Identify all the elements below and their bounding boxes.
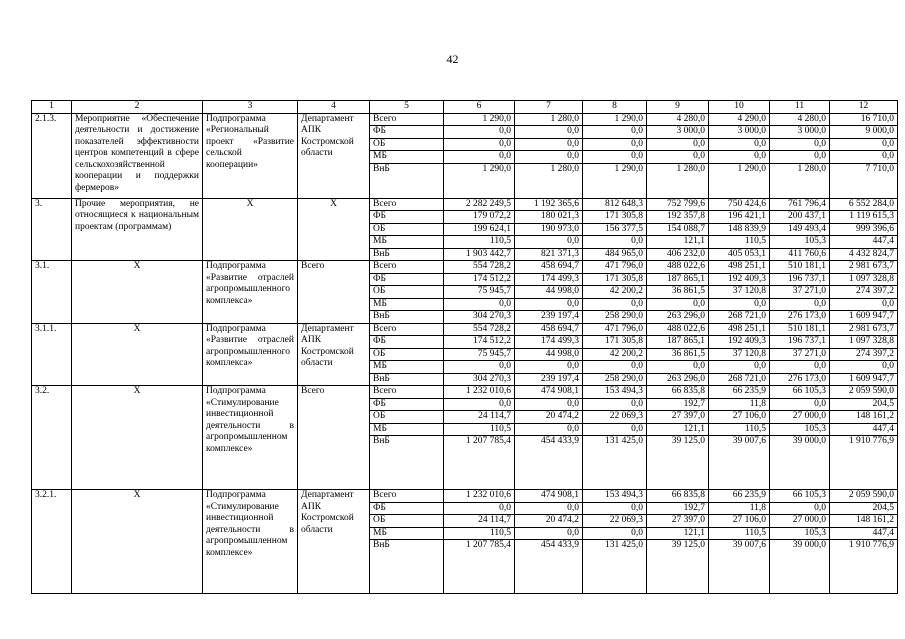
funding-source: МБ bbox=[370, 527, 444, 540]
amount-cell: 239 197,4 bbox=[515, 311, 583, 324]
column-header: 7 bbox=[515, 101, 583, 114]
amount-cell: 0,0 bbox=[515, 126, 583, 139]
amount-cell: 1 290,0 bbox=[444, 163, 515, 198]
row-executor: Департамент АПК Костромской области bbox=[298, 490, 370, 594]
amount-cell: 105,3 bbox=[770, 423, 830, 436]
amount-cell: 36 861,5 bbox=[647, 348, 709, 361]
amount-cell: 1 280,0 bbox=[515, 113, 583, 126]
amount-cell: 1 910 776,9 bbox=[830, 540, 898, 594]
amount-cell: 0,0 bbox=[515, 502, 583, 515]
amount-cell: 196 421,1 bbox=[709, 211, 770, 224]
amount-cell: 1 290,0 bbox=[583, 163, 647, 198]
amount-cell: 1 097 328,8 bbox=[830, 273, 898, 286]
amount-cell: 1 097 328,8 bbox=[830, 336, 898, 349]
amount-cell: 37 271,0 bbox=[770, 348, 830, 361]
row-program: Подпрограмма «Стимулирование инвестиционной деятельности в агропромышленном комплексе» bbox=[203, 490, 298, 594]
funding-source: МБ bbox=[370, 423, 444, 436]
amount-cell: 1 232 010,6 bbox=[444, 386, 515, 399]
amount-cell: 39 000,0 bbox=[770, 540, 830, 594]
funding-source: Всего bbox=[370, 386, 444, 399]
amount-cell: 39 125,0 bbox=[647, 540, 709, 594]
row-executor: Всего bbox=[298, 261, 370, 324]
amount-cell: 1 290,0 bbox=[583, 113, 647, 126]
column-header: 10 bbox=[709, 101, 770, 114]
amount-cell: 405 053,1 bbox=[709, 248, 770, 261]
amount-cell: 171 305,8 bbox=[583, 273, 647, 286]
amount-cell: 148 161,2 bbox=[830, 411, 898, 424]
funding-source: МБ bbox=[370, 298, 444, 311]
amount-cell: 7 710,0 bbox=[830, 163, 898, 198]
amount-cell: 1 609 947,7 bbox=[830, 311, 898, 324]
amount-cell: 258 290,0 bbox=[583, 311, 647, 324]
funding-source: МБ bbox=[370, 236, 444, 249]
amount-cell: 153 494,3 bbox=[583, 386, 647, 399]
amount-cell: 199 624,1 bbox=[444, 223, 515, 236]
amount-cell: 484 965,0 bbox=[583, 248, 647, 261]
row-number: 2.1.3. bbox=[32, 113, 72, 198]
amount-cell: 22 069,3 bbox=[583, 515, 647, 528]
funding-source: ВнБ bbox=[370, 248, 444, 261]
amount-cell: 0,0 bbox=[770, 138, 830, 151]
amount-cell: 105,3 bbox=[770, 527, 830, 540]
amount-cell: 274 397,2 bbox=[830, 348, 898, 361]
funding-source: ВнБ bbox=[370, 436, 444, 490]
funding-source: ВнБ bbox=[370, 163, 444, 198]
amount-cell: 498 251,1 bbox=[709, 323, 770, 336]
amount-cell: 11,8 bbox=[709, 398, 770, 411]
amount-cell: 27 106,0 bbox=[709, 515, 770, 528]
amount-cell: 36 861,5 bbox=[647, 286, 709, 299]
amount-cell: 263 296,0 bbox=[647, 373, 709, 386]
row-number: 3.2. bbox=[32, 386, 72, 490]
amount-cell: 110,5 bbox=[444, 423, 515, 436]
amount-cell: 0,0 bbox=[709, 138, 770, 151]
amount-cell: 0,0 bbox=[583, 398, 647, 411]
row-program: Подпрограмма «Развитие отраслей агропромышленного комплекса» bbox=[203, 323, 298, 386]
amount-cell: 1 232 010,6 bbox=[444, 490, 515, 503]
amount-cell: 192,7 bbox=[647, 398, 709, 411]
amount-cell: 121,1 bbox=[647, 236, 709, 249]
amount-cell: 187 865,1 bbox=[647, 336, 709, 349]
amount-cell: 0,0 bbox=[830, 361, 898, 374]
amount-cell: 0,0 bbox=[583, 138, 647, 151]
amount-cell: 510 181,1 bbox=[770, 323, 830, 336]
amount-cell: 1 280,0 bbox=[770, 163, 830, 198]
funding-source: МБ bbox=[370, 151, 444, 164]
amount-cell: 196 737,1 bbox=[770, 336, 830, 349]
amount-cell: 66 835,8 bbox=[647, 490, 709, 503]
amount-cell: 447,4 bbox=[830, 236, 898, 249]
amount-cell: 153 494,3 bbox=[583, 490, 647, 503]
table-row bbox=[32, 113, 898, 126]
amount-cell: 148 839,9 bbox=[709, 223, 770, 236]
amount-cell: 42 200,2 bbox=[583, 348, 647, 361]
funding-source: ОБ bbox=[370, 348, 444, 361]
amount-cell: 110,5 bbox=[709, 423, 770, 436]
amount-cell: 752 799,6 bbox=[647, 198, 709, 211]
funding-source: ФБ bbox=[370, 126, 444, 139]
amount-cell: 1 280,0 bbox=[515, 163, 583, 198]
amount-cell: 0,0 bbox=[770, 502, 830, 515]
funding-source: ФБ bbox=[370, 211, 444, 224]
amount-cell: 66 105,3 bbox=[770, 386, 830, 399]
amount-cell: 2 981 673,7 bbox=[830, 261, 898, 274]
amount-cell: 156 377,5 bbox=[583, 223, 647, 236]
amount-cell: 174 512,2 bbox=[444, 336, 515, 349]
amount-cell: 0,0 bbox=[583, 151, 647, 164]
amount-cell: 0,0 bbox=[444, 298, 515, 311]
funding-source: ОБ bbox=[370, 223, 444, 236]
amount-cell: 1 192 365,6 bbox=[515, 198, 583, 211]
amount-cell: 0,0 bbox=[515, 151, 583, 164]
amount-cell: 0,0 bbox=[583, 126, 647, 139]
amount-cell: 458 694,7 bbox=[515, 261, 583, 274]
amount-cell: 174 512,2 bbox=[444, 273, 515, 286]
amount-cell: 812 648,3 bbox=[583, 198, 647, 211]
amount-cell: 0,0 bbox=[830, 298, 898, 311]
amount-cell: 488 022,6 bbox=[647, 261, 709, 274]
amount-cell: 1 207 785,4 bbox=[444, 540, 515, 594]
amount-cell: 304 270,3 bbox=[444, 373, 515, 386]
row-number: 3. bbox=[32, 198, 72, 261]
amount-cell: 0,0 bbox=[515, 361, 583, 374]
amount-cell: 0,0 bbox=[515, 527, 583, 540]
amount-cell: 498 251,1 bbox=[709, 261, 770, 274]
amount-cell: 2 059 590,0 bbox=[830, 386, 898, 399]
amount-cell: 27 397,0 bbox=[647, 515, 709, 528]
amount-cell: 37 120,8 bbox=[709, 348, 770, 361]
amount-cell: 110,5 bbox=[444, 527, 515, 540]
amount-cell: 187 865,1 bbox=[647, 273, 709, 286]
amount-cell: 44 998,0 bbox=[515, 286, 583, 299]
amount-cell: 0,0 bbox=[583, 236, 647, 249]
amount-cell: 27 000,0 bbox=[770, 411, 830, 424]
row-description: Прочие мероприятия, не относящиеся к национальным проектам (программам) bbox=[72, 198, 203, 261]
amount-cell: 110,5 bbox=[444, 236, 515, 249]
amount-cell: 0,0 bbox=[444, 151, 515, 164]
amount-cell: 121,1 bbox=[647, 527, 709, 540]
row-number: 3.2.1. bbox=[32, 490, 72, 594]
amount-cell: 406 232,0 bbox=[647, 248, 709, 261]
row-program: Х bbox=[203, 198, 298, 261]
amount-cell: 66 105,3 bbox=[770, 490, 830, 503]
amount-cell: 196 737,1 bbox=[770, 273, 830, 286]
amount-cell: 1 609 947,7 bbox=[830, 373, 898, 386]
amount-cell: 11,8 bbox=[709, 502, 770, 515]
amount-cell: 554 728,2 bbox=[444, 323, 515, 336]
amount-cell: 0,0 bbox=[515, 138, 583, 151]
amount-cell: 454 433,9 bbox=[515, 436, 583, 490]
amount-cell: 192 409,3 bbox=[709, 273, 770, 286]
amount-cell: 0,0 bbox=[583, 361, 647, 374]
row-executor: Всего bbox=[298, 386, 370, 490]
amount-cell: 0,0 bbox=[515, 423, 583, 436]
amount-cell: 0,0 bbox=[709, 151, 770, 164]
amount-cell: 4 280,0 bbox=[647, 113, 709, 126]
amount-cell: 6 552 284,0 bbox=[830, 198, 898, 211]
column-header: 9 bbox=[647, 101, 709, 114]
amount-cell: 110,5 bbox=[709, 236, 770, 249]
amount-cell: 0,0 bbox=[647, 138, 709, 151]
column-header: 6 bbox=[444, 101, 515, 114]
amount-cell: 131 425,0 bbox=[583, 436, 647, 490]
amount-cell: 39 007,6 bbox=[709, 436, 770, 490]
row-program: Подпрограмма «Стимулирование инвестиционной деятельности в агропромышленном комплексе» bbox=[203, 386, 298, 490]
amount-cell: 0,0 bbox=[770, 298, 830, 311]
amount-cell: 268 721,0 bbox=[709, 311, 770, 324]
row-description: Х bbox=[72, 386, 203, 490]
amount-cell: 75 945,7 bbox=[444, 348, 515, 361]
row-description: Х bbox=[72, 490, 203, 594]
row-number: 3.1. bbox=[32, 261, 72, 324]
funding-source: Всего bbox=[370, 198, 444, 211]
amount-cell: 268 721,0 bbox=[709, 373, 770, 386]
amount-cell: 190 973,0 bbox=[515, 223, 583, 236]
amount-cell: 192 409,3 bbox=[709, 336, 770, 349]
amount-cell: 0,0 bbox=[444, 126, 515, 139]
amount-cell: 179 072,2 bbox=[444, 211, 515, 224]
column-header: 1 bbox=[32, 101, 72, 114]
amount-cell: 0,0 bbox=[830, 138, 898, 151]
header-row bbox=[32, 101, 898, 114]
amount-cell: 1 910 776,9 bbox=[830, 436, 898, 490]
amount-cell: 66 835,8 bbox=[647, 386, 709, 399]
funding-source: Всего bbox=[370, 113, 444, 126]
amount-cell: 148 161,2 bbox=[830, 515, 898, 528]
amount-cell: 0,0 bbox=[647, 298, 709, 311]
funding-source: ВнБ bbox=[370, 373, 444, 386]
amount-cell: 4 280,0 bbox=[770, 113, 830, 126]
amount-cell: 1 207 785,4 bbox=[444, 436, 515, 490]
amount-cell: 20 474,2 bbox=[515, 515, 583, 528]
amount-cell: 0,0 bbox=[444, 502, 515, 515]
amount-cell: 458 694,7 bbox=[515, 323, 583, 336]
amount-cell: 154 088,7 bbox=[647, 223, 709, 236]
funding-source: ВнБ bbox=[370, 311, 444, 324]
amount-cell: 37 271,0 bbox=[770, 286, 830, 299]
amount-cell: 447,4 bbox=[830, 423, 898, 436]
funding-source: Всего bbox=[370, 323, 444, 336]
amount-cell: 263 296,0 bbox=[647, 311, 709, 324]
column-header: 4 bbox=[298, 101, 370, 114]
funding-source: ФБ bbox=[370, 336, 444, 349]
amount-cell: 0,0 bbox=[515, 398, 583, 411]
amount-cell: 192 357,8 bbox=[647, 211, 709, 224]
amount-cell: 471 796,0 bbox=[583, 323, 647, 336]
column-header: 3 bbox=[203, 101, 298, 114]
row-program: Подпрограмма «Региональный проект «Развитие сельской кооперации» bbox=[203, 113, 298, 198]
amount-cell: 66 235,9 bbox=[709, 490, 770, 503]
table-row bbox=[32, 386, 898, 399]
amount-cell: 27 000,0 bbox=[770, 515, 830, 528]
amount-cell: 42 200,2 bbox=[583, 286, 647, 299]
column-header: 11 bbox=[770, 101, 830, 114]
amount-cell: 0,0 bbox=[515, 236, 583, 249]
amount-cell: 239 197,4 bbox=[515, 373, 583, 386]
budget-table bbox=[31, 100, 898, 594]
row-number: 3.1.1. bbox=[32, 323, 72, 386]
amount-cell: 276 173,0 bbox=[770, 373, 830, 386]
amount-cell: 510 181,1 bbox=[770, 261, 830, 274]
amount-cell: 474 908,1 bbox=[515, 386, 583, 399]
amount-cell: 454 433,9 bbox=[515, 540, 583, 594]
amount-cell: 304 270,3 bbox=[444, 311, 515, 324]
amount-cell: 999 396,6 bbox=[830, 223, 898, 236]
amount-cell: 24 114,7 bbox=[444, 515, 515, 528]
funding-source: ФБ bbox=[370, 398, 444, 411]
amount-cell: 0,0 bbox=[647, 151, 709, 164]
amount-cell: 471 796,0 bbox=[583, 261, 647, 274]
funding-source: ОБ bbox=[370, 138, 444, 151]
amount-cell: 22 069,3 bbox=[583, 411, 647, 424]
amount-cell: 2 059 590,0 bbox=[830, 490, 898, 503]
amount-cell: 1 290,0 bbox=[444, 113, 515, 126]
amount-cell: 0,0 bbox=[444, 361, 515, 374]
amount-cell: 121,1 bbox=[647, 423, 709, 436]
amount-cell: 761 796,4 bbox=[770, 198, 830, 211]
funding-source: ОБ bbox=[370, 411, 444, 424]
row-executor: Х bbox=[298, 198, 370, 261]
amount-cell: 0,0 bbox=[770, 398, 830, 411]
amount-cell: 4 432 824,7 bbox=[830, 248, 898, 261]
funding-source: ВнБ bbox=[370, 540, 444, 594]
amount-cell: 37 120,8 bbox=[709, 286, 770, 299]
amount-cell: 174 499,3 bbox=[515, 336, 583, 349]
row-executor: Департамент АПК Костромской области bbox=[298, 323, 370, 386]
table-row bbox=[32, 198, 898, 211]
column-header: 12 bbox=[830, 101, 898, 114]
amount-cell: 27 106,0 bbox=[709, 411, 770, 424]
amount-cell: 0,0 bbox=[647, 361, 709, 374]
amount-cell: 192,7 bbox=[647, 502, 709, 515]
amount-cell: 1 119 615,3 bbox=[830, 211, 898, 224]
amount-cell: 0,0 bbox=[709, 298, 770, 311]
funding-source: ФБ bbox=[370, 273, 444, 286]
amount-cell: 0,0 bbox=[770, 361, 830, 374]
amount-cell: 75 945,7 bbox=[444, 286, 515, 299]
amount-cell: 2 981 673,7 bbox=[830, 323, 898, 336]
amount-cell: 20 474,2 bbox=[515, 411, 583, 424]
amount-cell: 44 998,0 bbox=[515, 348, 583, 361]
amount-cell: 0,0 bbox=[444, 138, 515, 151]
column-header: 8 bbox=[583, 101, 647, 114]
amount-cell: 3 000,0 bbox=[770, 126, 830, 139]
table-row bbox=[32, 261, 898, 274]
funding-source: Всего bbox=[370, 261, 444, 274]
amount-cell: 39 000,0 bbox=[770, 436, 830, 490]
amount-cell: 200 437,1 bbox=[770, 211, 830, 224]
table-row bbox=[32, 323, 898, 336]
amount-cell: 39 125,0 bbox=[647, 436, 709, 490]
amount-cell: 27 397,0 bbox=[647, 411, 709, 424]
amount-cell: 39 007,6 bbox=[709, 540, 770, 594]
funding-source: Всего bbox=[370, 490, 444, 503]
amount-cell: 110,5 bbox=[709, 527, 770, 540]
amount-cell: 0,0 bbox=[830, 151, 898, 164]
amount-cell: 750 424,6 bbox=[709, 198, 770, 211]
amount-cell: 105,3 bbox=[770, 236, 830, 249]
table-body bbox=[32, 101, 898, 594]
row-executor: Департамент АПК Костромской области bbox=[298, 113, 370, 198]
funding-source: ФБ bbox=[370, 502, 444, 515]
amount-cell: 1 290,0 bbox=[709, 163, 770, 198]
amount-cell: 171 305,8 bbox=[583, 211, 647, 224]
funding-source: МБ bbox=[370, 361, 444, 374]
amount-cell: 0,0 bbox=[583, 502, 647, 515]
row-description: Х bbox=[72, 323, 203, 386]
amount-cell: 66 235,9 bbox=[709, 386, 770, 399]
amount-cell: 180 021,3 bbox=[515, 211, 583, 224]
amount-cell: 411 760,6 bbox=[770, 248, 830, 261]
column-header: 5 bbox=[370, 101, 444, 114]
amount-cell: 274 397,2 bbox=[830, 286, 898, 299]
amount-cell: 2 282 249,5 bbox=[444, 198, 515, 211]
amount-cell: 4 290,0 bbox=[709, 113, 770, 126]
amount-cell: 0,0 bbox=[709, 361, 770, 374]
amount-cell: 0,0 bbox=[583, 527, 647, 540]
amount-cell: 9 000,0 bbox=[830, 126, 898, 139]
amount-cell: 131 425,0 bbox=[583, 540, 647, 594]
amount-cell: 174 499,3 bbox=[515, 273, 583, 286]
amount-cell: 0,0 bbox=[583, 423, 647, 436]
page-number: 42 bbox=[446, 52, 459, 66]
amount-cell: 0,0 bbox=[770, 151, 830, 164]
amount-cell: 0,0 bbox=[583, 298, 647, 311]
amount-cell: 474 908,1 bbox=[515, 490, 583, 503]
amount-cell: 0,0 bbox=[515, 298, 583, 311]
amount-cell: 821 371,3 bbox=[515, 248, 583, 261]
amount-cell: 171 305,8 bbox=[583, 336, 647, 349]
amount-cell: 488 022,6 bbox=[647, 323, 709, 336]
amount-cell: 3 000,0 bbox=[709, 126, 770, 139]
row-program: Подпрограмма «Развитие отраслей агропромышленного комплекса» bbox=[203, 261, 298, 324]
table-row bbox=[32, 490, 898, 503]
amount-cell: 1 280,0 bbox=[647, 163, 709, 198]
funding-source: ОБ bbox=[370, 286, 444, 299]
amount-cell: 204,5 bbox=[830, 398, 898, 411]
amount-cell: 3 000,0 bbox=[647, 126, 709, 139]
column-header: 2 bbox=[72, 101, 203, 114]
amount-cell: 276 173,0 bbox=[770, 311, 830, 324]
amount-cell: 447,4 bbox=[830, 527, 898, 540]
amount-cell: 16 710,0 bbox=[830, 113, 898, 126]
amount-cell: 1 903 442,7 bbox=[444, 248, 515, 261]
amount-cell: 258 290,0 bbox=[583, 373, 647, 386]
amount-cell: 0,0 bbox=[444, 398, 515, 411]
amount-cell: 204,5 bbox=[830, 502, 898, 515]
amount-cell: 149 493,4 bbox=[770, 223, 830, 236]
amount-cell: 554 728,2 bbox=[444, 261, 515, 274]
row-description: Мероприятие «Обеспечение деятельности и достижение показателей эффективности центров компетенций в сфере сельскохозяйственной кооперации и поддержки фермеров» bbox=[72, 113, 203, 198]
amount-cell: 24 114,7 bbox=[444, 411, 515, 424]
row-description: Х bbox=[72, 261, 203, 324]
funding-source: ОБ bbox=[370, 515, 444, 528]
